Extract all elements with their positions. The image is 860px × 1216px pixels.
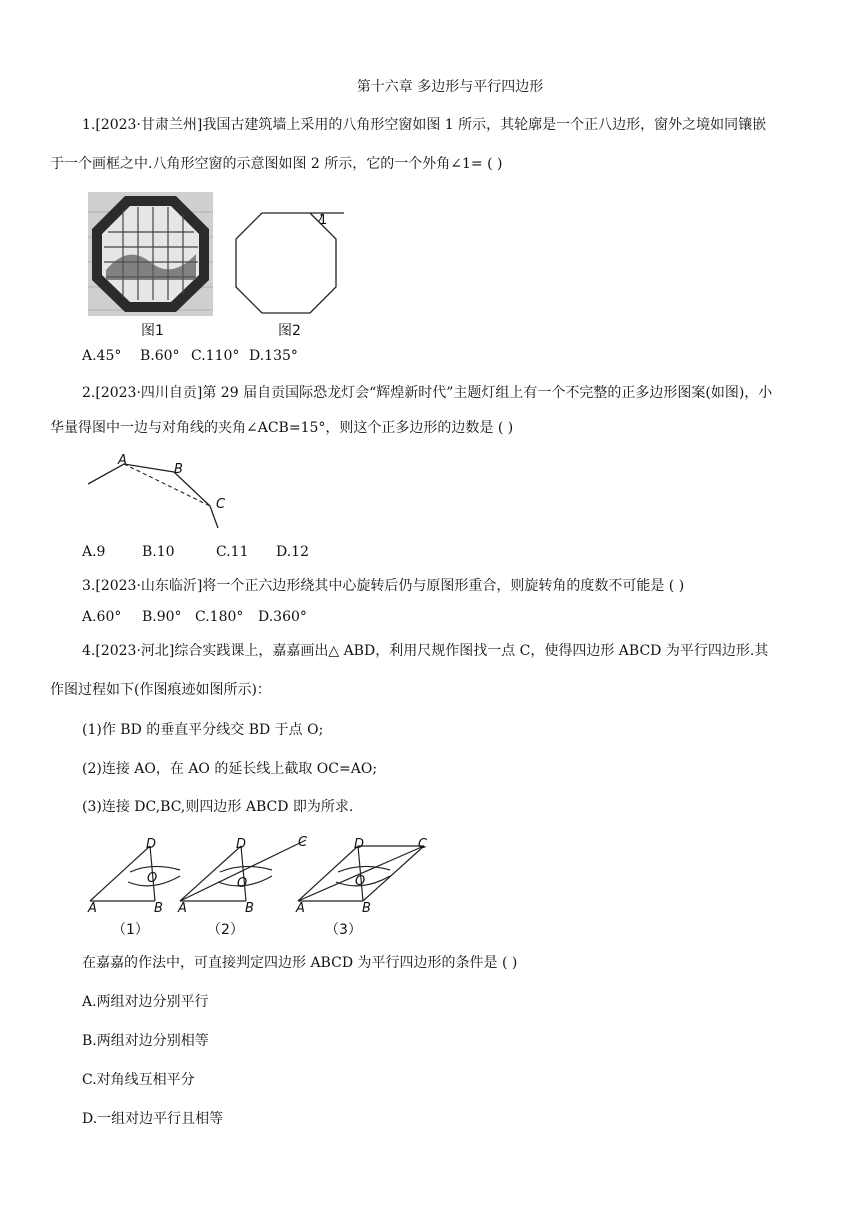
q4-option-c: C.对角线互相平分 [82, 1072, 195, 1088]
q4-step2: (2)连接 AO，在 AO 的延长线上截取 OC=AO; [82, 761, 378, 777]
q1-option-a: A.45° [82, 348, 122, 364]
fig2-label-d: D [236, 837, 247, 852]
page-title: 第十六章 多边形与平行四边形 [356, 79, 544, 95]
q2-options [82, 544, 309, 560]
q4-option-a: A.两组对边分别平行 [82, 994, 209, 1010]
q2-option-d: D.12 [276, 544, 309, 560]
q2-option-c: C.11 [216, 544, 249, 560]
q3-option-d: D.360° [258, 609, 307, 625]
q1-text-line1: 1.[2023·甘肃兰州]我国古建筑墙上采用的八角形空窗如图 1 所示，其轮廓是一个正八边形，窗外之境如同镶嵌 [82, 117, 767, 133]
q4-fig-caption-1: （1） [112, 922, 149, 938]
fig3-label-b: B [362, 901, 371, 916]
q3-options [82, 609, 307, 625]
q4-step1: (1)作 BD 的垂直平分线交 BD 于点 O; [82, 722, 324, 738]
q4-step3: (3)连接 DC,BC,则四边形 ABCD 即为所求. [82, 799, 354, 815]
q4-option-d: D.一组对边平行且相等 [82, 1111, 224, 1127]
fig1-label-b: B [154, 901, 163, 916]
q2-label-a: A [118, 453, 127, 468]
q3-text-line1: 3.[2023·山东临沂]将一个正六边形绕其中心旋转后仍与原图形重合，则旋转角的度数不可能是 ( ) [82, 578, 685, 594]
octagon-window-photo [88, 192, 213, 316]
q4-question: 在嘉嘉的作法中，可直接判定四边形 ABCD 为平行四边形的条件是 ( ) [82, 955, 518, 971]
partial-polygon-diagram [86, 452, 246, 532]
q1-option-d: D.135° [249, 348, 298, 364]
q4-fig-caption-2: （2） [207, 922, 244, 938]
fig2-label-c: C [298, 835, 308, 850]
fig2-label-a: A [178, 901, 187, 916]
fig2-caption: 图2 [278, 323, 301, 339]
q2-option-b: B.10 [142, 544, 175, 560]
q2-label-c: C [216, 497, 226, 512]
q3-option-a: A.60° [82, 609, 122, 625]
q1-option-c: C.110° [191, 348, 240, 364]
q1-option-b: B.60° [140, 348, 180, 364]
angle-1-label: 1 [319, 213, 328, 228]
fig3-label-d: D [354, 837, 365, 852]
q1-options [82, 348, 298, 364]
q2-text-line1: 2.[2023·四川自贡]第 29 届自贡国际恐龙灯会“辉煌新时代”主题灯组上有一个不完整的正多边形图案(如图)，小 [82, 385, 773, 401]
fig1-label-d: D [146, 837, 157, 852]
fig1-label-o: O [147, 871, 158, 886]
q2-label-b: B [174, 462, 183, 477]
fig3-label-a: A [296, 901, 305, 916]
fig3-label-o: O [355, 874, 366, 889]
q2-text-line2: 华量得图中一边与对角线的夹角∠ACB=15°，则这个正多边形的边数是 ( ) [50, 420, 514, 436]
fig2-label-o: O [237, 876, 248, 891]
q3-option-b: B.90° [142, 609, 182, 625]
fig3-label-c: C [418, 837, 428, 852]
q4-fig-caption-3: （3） [325, 922, 362, 938]
q4-text-line1: 4.[2023·河北]综合实践课上，嘉嘉画出△ ABD，利用尺规作图找一点 C，使得四边形 ABCD 为平行四边形.其 [82, 643, 769, 659]
q3-option-c: C.180° [195, 609, 244, 625]
q1-text-line2: 于一个画框之中.八角形空窗的示意图如图 2 所示，它的一个外角∠1= ( ) [50, 156, 503, 172]
fig2-label-b: B [245, 901, 254, 916]
q2-option-a: A.9 [82, 544, 106, 560]
octagon-diagram [232, 208, 352, 320]
q4-text-line2: 作图过程如下(作图痕迹如图所示)： [50, 682, 271, 698]
q4-option-b: B.两组对边分别相等 [82, 1033, 209, 1049]
fig1-caption: 图1 [141, 323, 164, 339]
fig1-label-a: A [88, 901, 97, 916]
